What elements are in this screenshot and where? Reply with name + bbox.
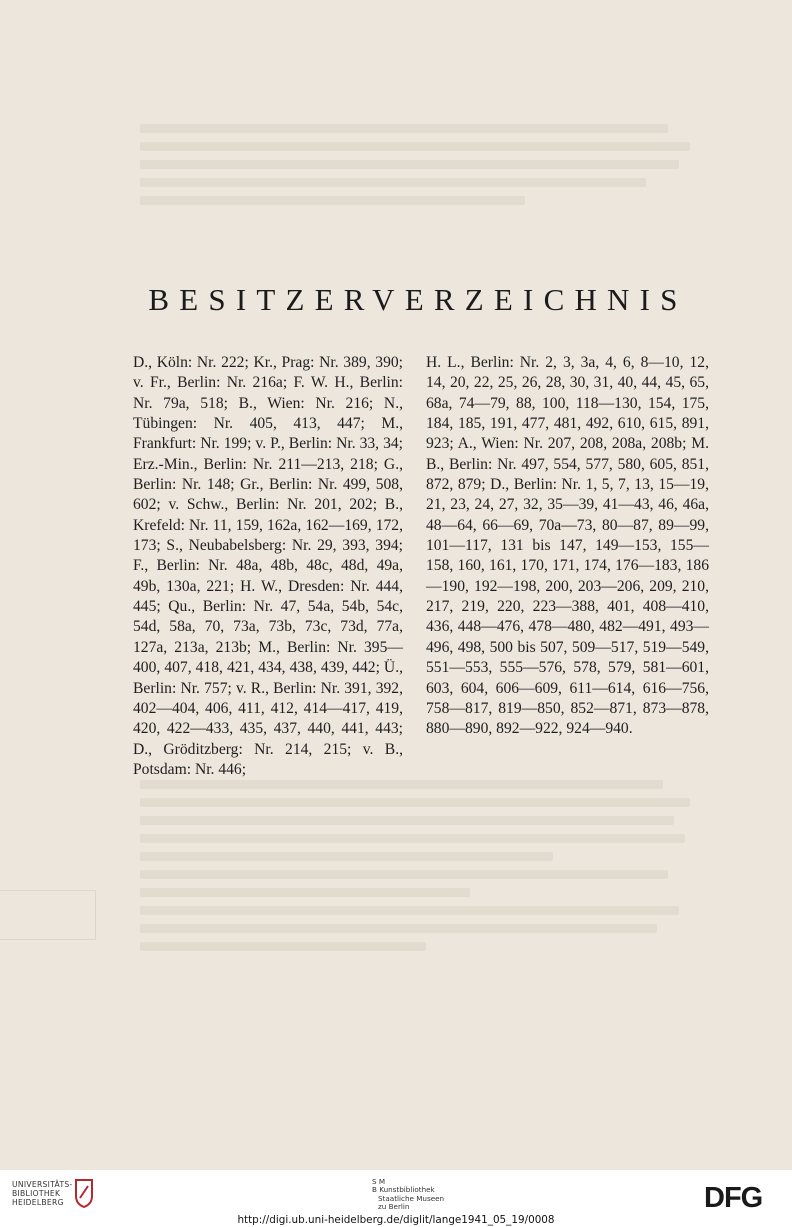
bleed-through-header	[0, 0, 792, 44]
library-shield-icon	[74, 1178, 94, 1208]
page-title: BESITZERVERZEICHNIS	[148, 282, 688, 317]
owner-list-right-column: H. L., Berlin: Nr. 2, 3, 3a, 4, 6, 8—10, 12, 14, 20, 22, 25, 26, 28, 30, 31, 40, 44, 45, 65, 68a, 74—79, 88, 100, 118—130, 154, 175, 184, 185, 191, 477, 481, 492, 610, 615, 891, 923; A., Wien: Nr. 207, 208, 208a, 208b; M. B., Berlin: Nr. 497, 554, 577, 580, 605, 851, 872, 879; D., Berlin: Nr. 1, 5, 7, 13, 15—19, 21, 23, 24, 27, 32, 35—39, 41—43, 46, 46a, 48—64, 66—69, 70a—73, 80—87, 89—99, 101—117, 131 bis 147, 149—153, 155—158, 160, 161, 170, 171, 174, 176—183, 186—190, 192—198, 200, 203—206, 209, 210, 217, 219, 220, 223—388, 401, 408—410, 436, 448—476, 478—480, 482—491, 493—496, 498, 500 bis 507, 509—517, 519—549, 551—553, 555—576, 578, 579, 581—601, 603, 604, 606—609, 611—614, 616—756, 758—817, 819—850, 852—871, 873—878, 880—890, 892—922, 924—940.	[426, 354, 709, 738]
dfg-logo[interactable]: DFG	[704, 1182, 763, 1214]
library-logo-line: HEIDELBERG	[12, 1198, 64, 1207]
bleed-through-heading	[0, 82, 792, 110]
page-url-link[interactable]: http://digi.ub.uni-heidelberg.de/diglit/lange1941_05_19/0008	[237, 1214, 555, 1226]
owner-list-left-column: D., Köln: Nr. 222; Kr., Prag: Nr. 389, 390; v. Fr., Berlin: Nr. 216a; F. W. H., Berlin: Nr. 79a, 518; B., Wien: Nr. 216; N., Tübingen: Nr. 405, 413, 447; M., Frankfurt: Nr. 199; v. P., Berlin: Nr. 33, 34; Erz.-Min., Berlin: Nr. 211—213, 218; G., Berlin: Nr. 148; Gr., Berlin: Nr. 499, 508, 602; v. Schw., Berlin: Nr. 201, 202; B., Krefeld: Nr. 11, 159, 162a, 162—169, 172, 173; S., Neubabelsberg: Nr. 29, 393, 394; F., Berlin: Nr. 48a, 48b, 48c, 48d, 49a, 49b, 130a, 221; H. W., Dresden: Nr. 444, 445; Qu., Berlin: Nr. 47, 54a, 54b, 54c, 54d, 58a, 70, 73a, 73b, 73c, 73d, 77a, 127a, 213a, 213b; M., Berlin: Nr. 395—400, 407, 418, 421, 434, 438, 439, 442; Ü., Berlin: Nr. 757; v. R., Berlin: Nr. 391, 392, 402—404, 406, 411, 412, 414—417, 419, 420, 422—433, 435, 437, 440, 441, 443; D., Gröditzberg: Nr. 214, 215; v. B., Potsdam: Nr. 446;	[133, 354, 403, 778]
viewer-footer	[0, 1170, 792, 1227]
bleed-through-library-stamp	[260, 1050, 540, 1160]
museum-logo-line: B Kunstbibliothek	[372, 1185, 435, 1195]
kunstbibliothek-logo[interactable]	[372, 1178, 444, 1212]
library-logo-line: BIBLIOTHEK	[12, 1189, 61, 1198]
university-library-logo[interactable]	[12, 1180, 73, 1207]
bleed-through-text-lower	[140, 780, 690, 960]
library-logo-line: UNIVERSITÄTS-	[12, 1180, 73, 1189]
bleed-through-stamp-box	[0, 890, 96, 940]
bleed-through-text	[140, 124, 690, 214]
museum-logo-line: S M	[372, 1177, 386, 1186]
museum-logo-line: zu Berlin	[378, 1202, 410, 1212]
museum-logo-line: Staatliche Museen	[378, 1193, 445, 1203]
